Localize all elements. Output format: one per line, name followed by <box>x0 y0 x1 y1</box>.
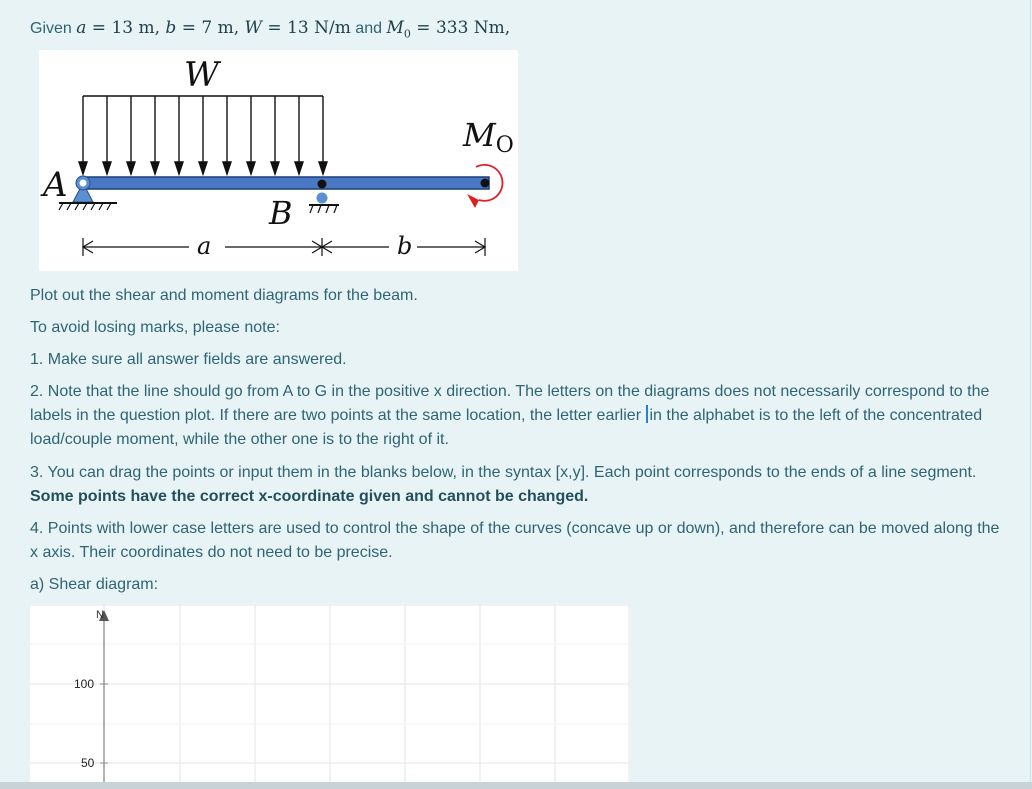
bottom-scrollbar[interactable] <box>0 782 1032 789</box>
load-label: W <box>184 55 219 95</box>
instruction-4: 2. Note that the line should go from A to G in the positive x direction. The letters on the diagrams does not necessarily correspond to the labels in the question plot. If there are two points at the same location, the letter earlier in the alphabet is to the left of the concentrated load/couple moment, while the other one is to the right of it. <box>30 383 990 448</box>
instruction-3: 1. Make sure all answer fields are answered. <box>30 351 347 368</box>
instruction-1: Plot out the shear and moment diagrams for the beam. <box>30 287 418 304</box>
shear-diagram-heading: a) Shear diagram: <box>30 576 159 593</box>
y-tick-50: 50 <box>81 756 95 770</box>
given-values: Given a = 13 m, b = 7 m, W = 13 N/m and $M_0 = 333$ Nm, <box>30 18 511 41</box>
y-tick-100: 100 <box>74 677 95 691</box>
distributed-load <box>79 96 327 174</box>
shear-diagram-plot[interactable] <box>30 604 630 782</box>
instruction-6: 4. Points with lower case letters are used to control the shape of the curves (concave up or down), and therefore can be moved along the x axis. Their coordinates do not need to be precise. <box>30 520 1000 561</box>
dim-a-label: a <box>197 232 212 260</box>
y-axis-label: N <box>96 609 104 621</box>
dimension-lines <box>83 238 485 256</box>
beam-figure <box>39 50 518 271</box>
moment-label: MO <box>463 116 514 158</box>
support-b-label: B <box>269 194 293 232</box>
instruction-5: 3. You can drag the points or input them in the blanks below, in the syntax [x,y]. Each point corresponds to the ends of a line segment. Some points have the correct x-coordinate given and cannot be changed. <box>30 464 977 505</box>
dim-b-label: b <box>397 232 413 260</box>
instruction-2: To avoid losing marks, please note: <box>30 319 280 336</box>
support-a-label: A <box>43 165 68 205</box>
plot-grid <box>30 604 630 782</box>
beam <box>83 177 489 189</box>
